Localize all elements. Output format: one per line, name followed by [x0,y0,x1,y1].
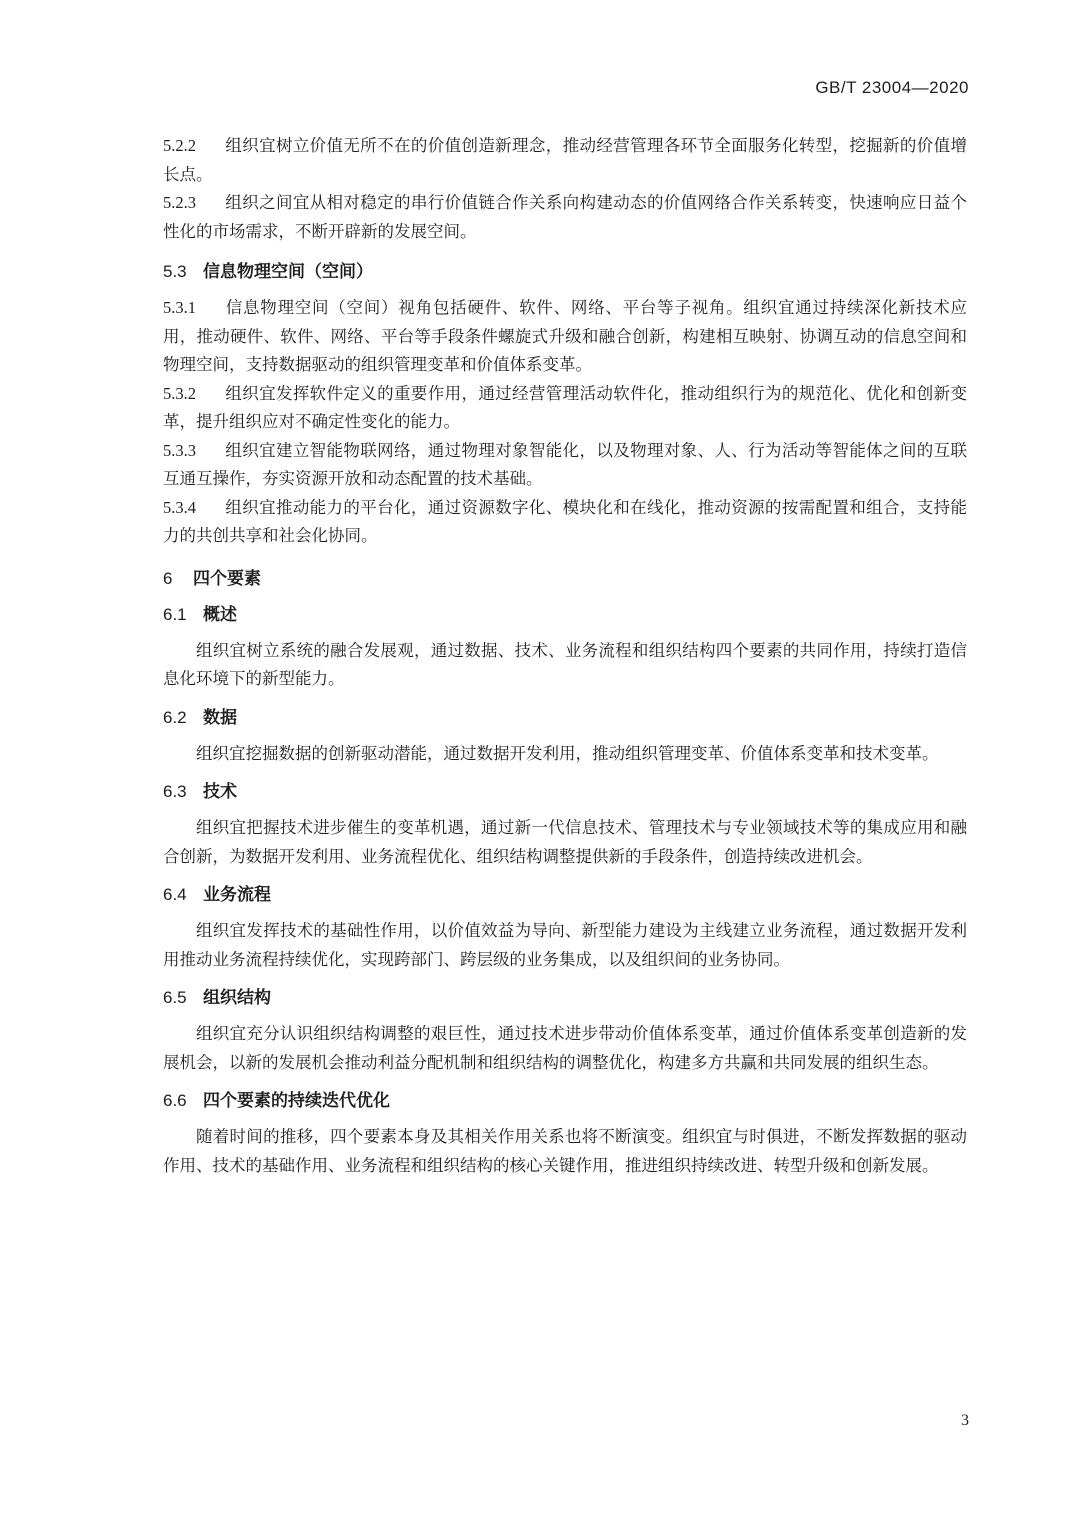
clause-5-2-3 [163,189,967,246]
clause-number: 5.2.3 [163,193,196,212]
section-number: 6 [163,568,173,588]
page-number: 3 [961,1412,969,1429]
section-heading-6-3 [163,780,967,804]
section-number: 6.6 [163,1091,187,1110]
section-title: 概述 [203,604,237,625]
section-heading-6-1 [163,603,967,627]
clause-number: 5.3.1 [163,298,196,317]
section-title: 信息物理空间（空间） [203,262,373,282]
clause-text: 组织宜建立智能物联网络，通过物理对象智能化，以及物理对象、人、行为活动等智能体之间的互联互通互操作，夯实资源开放和动态配置的技术基础。 [163,440,967,488]
paragraph-6-1: 组织宜树立系统的融合发展观，通过数据、技术、业务流程和组织结构四个要素的共同作用，持续打造信息化环境下的新型能力。 [163,640,967,688]
section-title: 四个要素 [193,568,261,589]
section-title: 数据 [203,707,237,728]
section-heading-6-4 [163,883,967,907]
section-number: 6.1 [163,604,187,624]
clause-text: 组织宜发挥软件定义的重要作用，通过经营管理活动软件化，推动组织行为的规范化、优化和创新变革，提升组织应对不确定性变化的能力。 [163,383,967,431]
paragraph-6-6: 随着时间的推移，四个要素本身及其相关作用关系也将不断演变。组织宜与时俱进，不断发挥数据的驱动作用、技术的基础作用、业务流程和组织结构的核心关键作用，推进组织持续改进、转型升级和创新发展。 [163,1127,967,1175]
clause-text: 组织宜树立价值无所不在的价值创造新理念，推动经营管理各环节全面服务化转型，挖掘新的价值增长点。 [163,136,967,184]
clause-number: 5.3.2 [163,383,196,403]
section-number: 5.3 [163,262,187,281]
section-title: 业务流程 [203,885,271,905]
clause-number: 5.3.4 [163,497,196,517]
section-title: 四个要素的持续迭代优化 [203,1091,390,1111]
page-content [163,132,967,1184]
clause-number: 5.2.2 [163,136,196,155]
clause-5-2-2 [163,132,967,189]
clause-5-3-3 [163,437,967,494]
clause-5-3-4 [163,494,967,551]
section-heading-5-3 [163,260,967,284]
section-heading-6 [163,567,967,591]
section-title: 技术 [203,782,237,802]
clause-text: 信息物理空间（空间）视角包括硬件、软件、网络、平台等子视角。组织宜通过持续深化新技术应用，推动硬件、软件、网络、平台等手段条件螺旋式升级和融合创新，构建相互映射、协调互动的信息空间和物理空间，支持数据驱动的组织管理变革和价值体系变革。 [163,298,967,374]
paragraph-6-2: 组织宜挖掘数据的创新驱动潜能，通过数据开发利用，推动组织管理变革、价值体系变革和技术变革。 [196,743,939,763]
section-number: 6.4 [163,885,187,904]
clause-text: 组织之间宜从相对稳定的串行价值链合作关系向构建动态的价值网络合作关系转变，快速响应日益个性化的市场需求，不断开辟新的发展空间。 [163,193,967,241]
section-number: 6.5 [163,988,187,1007]
paragraph-6-3: 组织宜把握技术进步催生的变革机遇，通过新一代信息技术、管理技术与专业领域技术等的集成应用和融合创新，为数据开发利用、业务流程优化、组织结构调整提供新的手段条件，创造持续改进机会。 [163,818,967,866]
paragraph-6-5: 组织宜充分认识组织结构调整的艰巨性，通过技术进步带动价值体系变革，通过价值体系变革创造新的发展机会，以新的发展机会推动利益分配机制和组织结构的调整优化，构建多方共赢和共同发展的组织生态。 [163,1024,967,1072]
section-heading-6-2 [163,706,967,730]
section-title: 组织结构 [203,988,271,1008]
clause-number: 5.3.3 [163,440,196,460]
standard-code: GB/T 23004—2020 [815,78,969,97]
section-heading-6-5 [163,986,967,1010]
paragraph-6-4: 组织宜发挥技术的基础性作用，以价值效益为导向、新型能力建设为主线建立业务流程，通过数据开发利用推动业务流程持续优化，实现跨部门、跨层级的业务集成，以及组织间的业务协同。 [163,921,967,969]
clause-text: 组织宜推动能力的平台化，通过资源数字化、模块化和在线化，推动资源的按需配置和组合，支持能力的共创共享和社会化协同。 [163,497,967,545]
clause-5-3-2 [163,380,967,437]
section-heading-6-6 [163,1089,967,1113]
clause-5-3-1 [163,294,967,380]
section-number: 6.3 [163,782,187,801]
section-number: 6.2 [163,707,187,727]
